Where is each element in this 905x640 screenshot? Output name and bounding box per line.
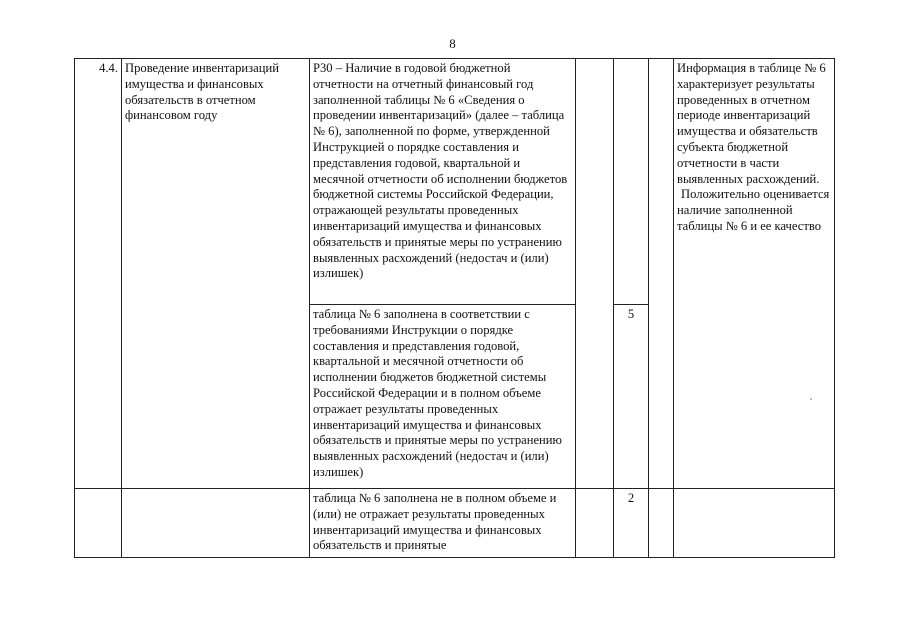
table-row bbox=[75, 489, 835, 558]
empty-cell bbox=[674, 489, 835, 558]
criterion-text: P30 – Наличие в годовой бюджетной отчетности на отчетный финансовый год заполненной таблицы № 6 «Сведения о проведении инвентаризаций» (далее – таблица № 6), заполненной по форме, утвержденной Инструкцией о порядке составления и представления годовой, квартальной и месячной отчетности об исполнении бюджетов бюджетной системы Российской Федерации, отражающей результаты проведенных инвентаризаций имущества и финансовых обязательств и принятые меры по устранению выявленных расхождений (недостач и (или) излишек) bbox=[310, 59, 576, 305]
page-number: 8 bbox=[449, 36, 456, 51]
criterion-text: таблица № 6 заполнена в соответствии с требованиями Инструкции о порядке составления и представления годовой, квартальной и месячной отчетности об исполнении бюджетов бюджетной системы Российской Федерации и в полном объеме отражает результаты проведенных инвентаризаций имущества и финансовых обязательств и принятые меры по устранению выявленных расхождений (недостач и (или) излишек) bbox=[310, 305, 576, 489]
empty-cell bbox=[649, 59, 674, 489]
empty-cell bbox=[75, 489, 122, 558]
info-text-2: Положительно оценивается наличие заполненной таблицы № 6 и ее качество bbox=[677, 187, 830, 233]
criterion-text-clipped: таблица № 6 заполнена не в полном объеме и (или) не отражает результаты проведенных инвентаризаций имущества и финансовых обязательств и принятые bbox=[313, 491, 557, 553]
criteria-table bbox=[74, 58, 835, 558]
row-number: 4.4. bbox=[75, 59, 122, 489]
score-cell bbox=[614, 59, 649, 305]
scan-speck bbox=[810, 398, 812, 400]
score-cell: 2 bbox=[614, 489, 649, 558]
empty-cell bbox=[649, 489, 674, 558]
info-cell bbox=[674, 59, 835, 489]
score-cell: 5 bbox=[614, 305, 649, 489]
info-text: Информация в таблице № 6 характеризует результаты проведенных в отчетном периоде инвентаризаций имущества и обязательств субъекта бюджетной отчетности в части выявленных расхождений. bbox=[677, 61, 826, 186]
empty-cell bbox=[576, 59, 614, 489]
empty-cell bbox=[122, 489, 310, 558]
criterion-text bbox=[310, 489, 576, 558]
empty-cell bbox=[576, 489, 614, 558]
table-row bbox=[75, 59, 835, 305]
indicator-name: Проведение инвентаризаций имущества и финансовых обязательств в отчетном финансовом году bbox=[122, 59, 310, 489]
